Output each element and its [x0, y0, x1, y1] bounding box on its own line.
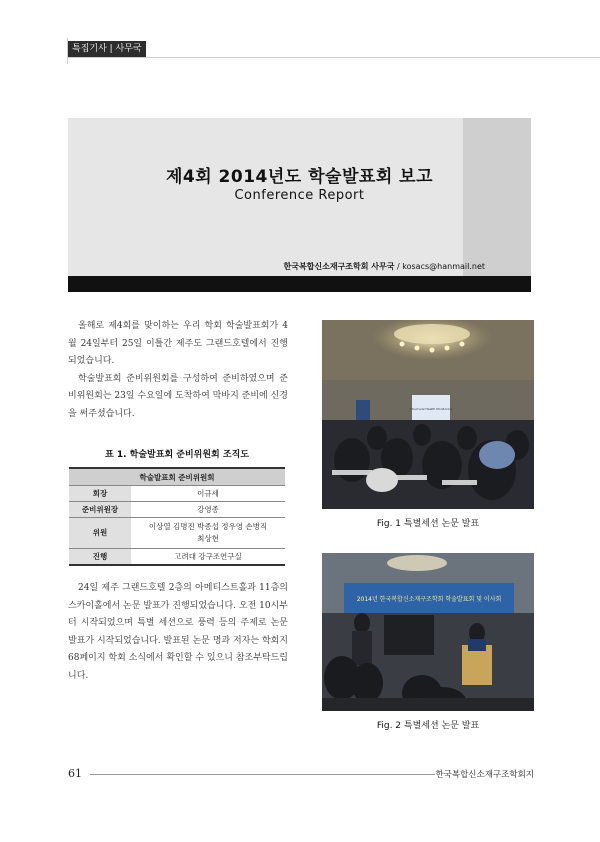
- table-row: [69, 486, 285, 502]
- screen-text: Structural Health Monitoring: [409, 407, 453, 411]
- page-title: 제4회 2014년도 학술발표회 보고: [165, 167, 434, 187]
- row-label: 위원: [69, 518, 131, 549]
- row-label: 진행: [69, 549, 131, 566]
- author-email: kosacs@hanmail.net: [402, 262, 485, 271]
- table-row: [69, 518, 285, 549]
- photo-1-scene: [322, 320, 534, 509]
- page-number: 61: [68, 767, 82, 780]
- conference-text: [68, 580, 288, 685]
- author-line: [68, 261, 531, 272]
- intro-text: [68, 318, 288, 423]
- header-rule: [68, 57, 600, 58]
- author-org: 한국복합신소재구조학회 사무국: [283, 262, 395, 271]
- photo-2-scene: [322, 553, 534, 711]
- figure-1-caption: Fig. 1 특별세션 논문 발표: [376, 519, 480, 529]
- author-separator: /: [397, 262, 400, 271]
- conference-photo-2: [322, 553, 534, 711]
- footer-rule: [90, 774, 435, 775]
- title-box: [68, 118, 531, 276]
- committee-table: [69, 467, 285, 566]
- table-row: [69, 549, 285, 566]
- row-value: 이상열 김명진 박종섭 정우영 손병직 최상현: [131, 518, 285, 549]
- banner-text: 2014년 한국복합신소재구조학회 학술발표회 및 이사회: [356, 596, 502, 603]
- conference-photo-1: [322, 320, 534, 509]
- row-value: 강영종: [131, 502, 285, 518]
- paragraph-1: 올해로 제4회를 맞이하는 우리 학회 학술발표회가 4월 24일부터 25일 이틀간 제주도 그랜드호텔에서 진행되었습니다.: [68, 321, 288, 366]
- row-value: 고려대 강구조연구실: [131, 549, 285, 566]
- paragraph-2: 학술발표회 준비위원회를 구성하여 준비하였으며 준비위원회는 23일 수요일에 도착하여 막바지 준비에 신경을 써주셨습니다.: [68, 373, 288, 419]
- row-label: 회장: [69, 486, 131, 502]
- table-caption: 표 1. 학술발표회 준비위원회 조직도: [105, 450, 249, 460]
- row-value: 이규세: [131, 486, 285, 502]
- title-underbar: [68, 276, 531, 292]
- row-label: 준비위원장: [69, 502, 131, 518]
- paragraph-3: 24일 제주 그랜드호텔 2층의 아메티스트홀과 11층의 스카이홀에서 논문 발표가 진행되었습니다. 오전 10시부터 시작되었으며 특별 세션으로 풍력 등의 주제로 논문 발표가 시작되었습니다. 발표된 논문 명과 저자는 학회지 68페이지 학회 소식에서 확인할 수 있으니 참조부탁드립니다.: [68, 583, 288, 681]
- figure-2-caption: Fig. 2 특별세션 논문 발표: [376, 721, 480, 731]
- page-subtitle: Conference Report: [234, 188, 365, 203]
- table-header: 학술발표회 준비위원회: [69, 468, 285, 486]
- section-tab: 특집기사 | 사무국: [68, 41, 146, 57]
- table-row: [69, 502, 285, 518]
- journal-title: 한국복합신소재구조학회지: [435, 770, 534, 780]
